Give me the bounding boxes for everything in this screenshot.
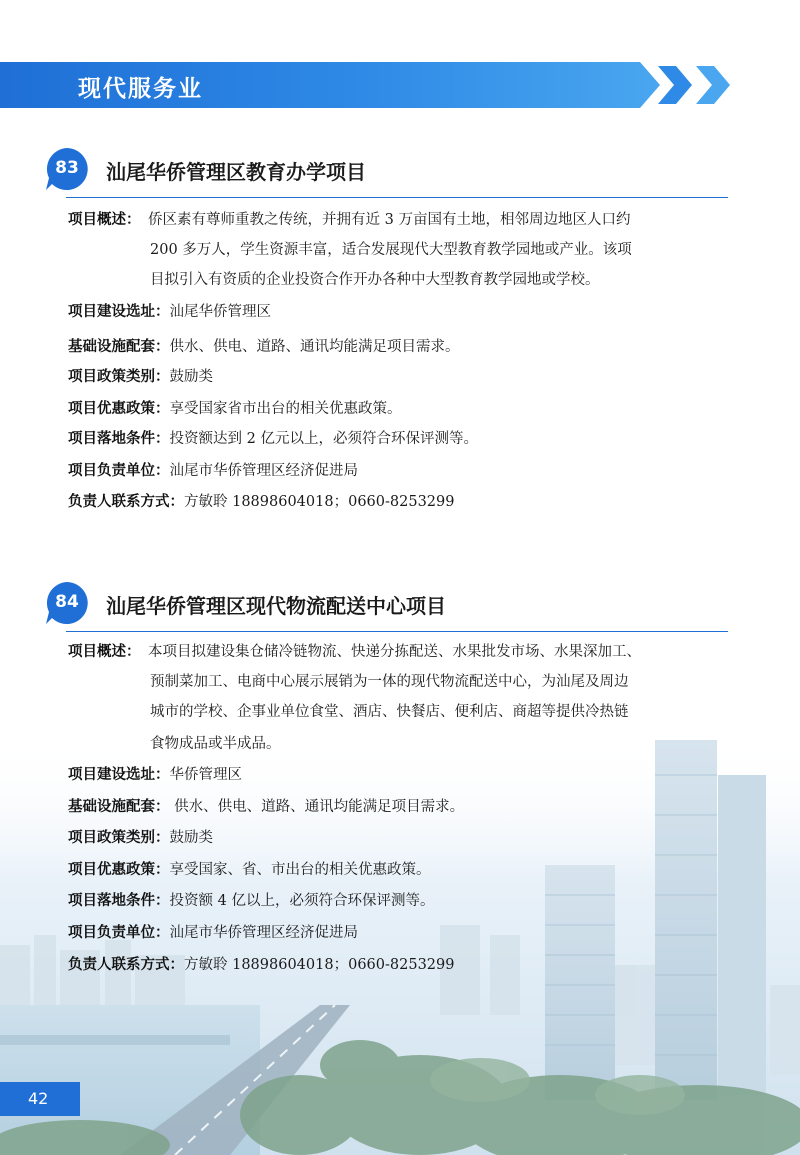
- title-divider: [66, 197, 728, 198]
- overview-line: 本项目拟建设集仓储冷链物流、快递分拣配送、水果批发市场、水果深加工、: [148, 644, 641, 660]
- field-label: 项目优惠政策：: [68, 862, 170, 878]
- field-value: 享受国家省市出台的相关优惠政策。: [169, 401, 402, 417]
- overview-line: 目拟引入有资质的企业投资合作开办各种中大型教育教学园地或学校。: [150, 272, 600, 288]
- overview-line: 侨区素有尊师重教之传统，并拥有近 3 万亩国有土地，相邻周边地区人口约: [148, 212, 631, 228]
- field-site: [68, 297, 738, 327]
- overview-line: 200 多万人，学生资源丰富，适合发展现代大型教育教学园地或产业。该项: [150, 242, 632, 258]
- project-title: 汕尾华侨管理区教育办学项目: [106, 160, 366, 184]
- overview-label: 项目概述：: [68, 644, 141, 660]
- field-policy-category: [68, 823, 738, 853]
- field-incentives: [68, 394, 738, 424]
- project-number: 84: [55, 592, 79, 612]
- field-label: 项目建设选址：: [68, 304, 170, 320]
- field-policy-category: [68, 362, 738, 392]
- field-label: 项目负责单位：: [68, 925, 170, 941]
- field-site: [68, 760, 738, 790]
- field-responsible-unit: [68, 456, 738, 486]
- field-label: 项目优惠政策：: [68, 401, 170, 417]
- field-conditions: [68, 886, 738, 916]
- field-value: 享受国家、省、市出台的相关优惠政策。: [169, 862, 431, 878]
- field-value: 汕尾市华侨管理区经济促进局: [169, 925, 358, 941]
- section-title: 现代服务业: [78, 76, 203, 102]
- field-infrastructure: [68, 792, 738, 822]
- field-value: 鼓励类: [169, 369, 213, 385]
- field-responsible-unit: [68, 918, 738, 948]
- field-value: 供水、供电、道路、通讯均能满足项目需求。: [169, 799, 465, 815]
- field-value: 华侨管理区: [169, 767, 242, 783]
- field-value: 方敏聆 18898604018；0660-8253299: [184, 494, 455, 510]
- field-label: 项目建设选址：: [68, 767, 170, 783]
- field-contact: [68, 950, 738, 980]
- field-value: 汕尾华侨管理区: [169, 304, 271, 320]
- overview-line: 预制菜加工、电商中心展示展销为一体的现代物流配送中心，为汕尾及周边: [150, 674, 629, 690]
- field-value: 投资额达到 2 亿元以上，必须符合环保评测等。: [169, 431, 478, 447]
- chevrons-icon: [650, 62, 750, 108]
- field-value: 鼓励类: [169, 830, 213, 846]
- field-infrastructure: [68, 332, 738, 362]
- overview-label: 项目概述：: [68, 212, 141, 228]
- page-number: 42: [0, 1082, 80, 1116]
- title-divider: [66, 631, 728, 632]
- field-value: 汕尾市华侨管理区经济促进局: [169, 463, 358, 479]
- field-label: 负责人联系方式：: [68, 494, 184, 510]
- project-number: 83: [55, 158, 79, 178]
- project-title: 汕尾华侨管理区现代物流配送中心项目: [106, 594, 446, 618]
- field-label: 项目落地条件：: [68, 431, 170, 447]
- field-label: 基础设施配套：: [68, 799, 170, 815]
- field-label: 项目落地条件：: [68, 893, 170, 909]
- field-value: 供水、供电、道路、通讯均能满足项目需求。: [169, 339, 460, 355]
- field-label: 基础设施配套：: [68, 339, 170, 355]
- field-label: 项目政策类别：: [68, 830, 170, 846]
- field-value: 方敏聆 18898604018；0660-8253299: [184, 957, 455, 973]
- field-incentives: [68, 855, 738, 885]
- field-label: 项目负责单位：: [68, 463, 170, 479]
- overview-line: 城市的学校、企事业单位食堂、酒店、快餐店、便利店、商超等提供冷热链: [150, 704, 629, 720]
- overview-line: 食物成品或半成品。: [150, 736, 281, 752]
- field-label: 项目政策类别：: [68, 369, 170, 385]
- field-conditions: [68, 424, 738, 454]
- field-contact: [68, 487, 738, 517]
- field-value: 投资额 4 亿以上，必须符合环保评测等。: [169, 893, 435, 909]
- field-label: 负责人联系方式：: [68, 957, 184, 973]
